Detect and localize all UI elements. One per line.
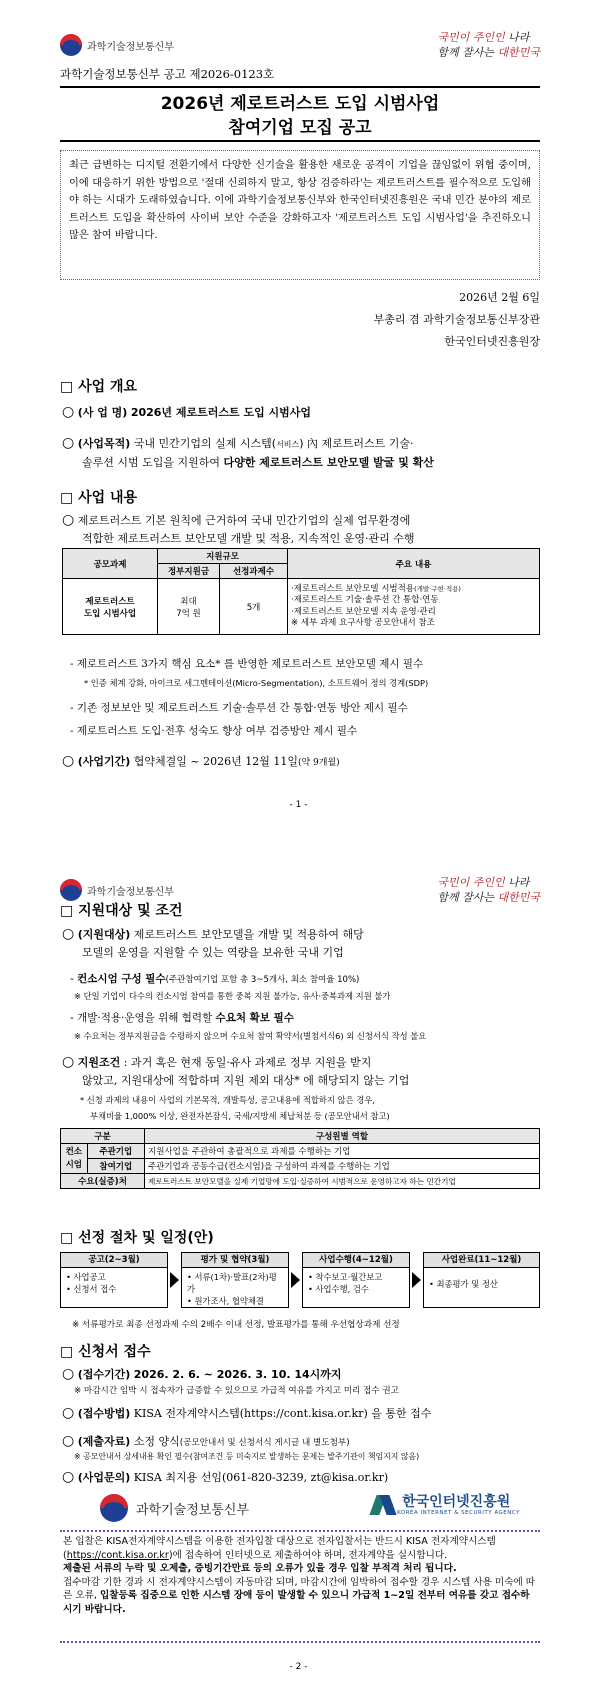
kisa-logo: 한국인터넷진흥원 KOREA INTERNET & SECURITY AGENCY bbox=[371, 1492, 520, 1518]
kisa-mark-icon bbox=[371, 1492, 397, 1518]
cell-lead: 주관기업 bbox=[87, 1144, 144, 1159]
page-gap bbox=[0, 820, 597, 845]
organization-logos bbox=[100, 1490, 520, 1524]
bidding-paragraph: 본 입찰은 KISA전자계약시스템을 이용한 전자입찰 대상으로 전자입찰서는 반드시 KISA 전자계약시스템(https://cont.kisa.or.kr)에 접속하여 인터넷으로 제출하여야 하며, 전자계약을 실시합니다. bbox=[63, 1536, 496, 1561]
core-elements-note: * 인증 체계 강화, 마이크로 세그멘테이션(Micro-Segmentation), 소프트웨어 정의 경계(SDP) bbox=[84, 678, 429, 688]
deadline-warning: 접수마감 기한 경과 시 전자계약시스템이 자동마감 되며, 마감시간에 임박하여 접수할 경우 시스템 사용 미숙에 따른 오류, 입찰등록 집중으로 인한 시스템 장애 등이 발생할 수 있으니 가급적 1~2일 전부터 여유를 갖고 접수하시기 바랍니다. bbox=[63, 1576, 536, 1615]
business-purpose: ○ (사업목적) 국내 민간기업의 실제 시스템(서비스) 內 제로트러스트 기술· 솔루션 시범 도입을 지원하여 다양한 제로트러스트 보안모델 발굴 및 확산 bbox=[62, 435, 434, 469]
support-target: ○ (지원대상) 제로트러스트 보안모델을 개발 및 적용하여 해당 모델의 운영을 지원할 수 있는 역량을 보유한 국내 기업 bbox=[62, 926, 364, 959]
support-condition: ○ 지원조건 : 과거 혹은 현재 동일·유사 과제로 정부 지원을 받지 않았고, 지원대상에 적합하며 지원 제외 대상* 에 해당되지 않는 기업 bbox=[62, 1054, 410, 1087]
signature-block bbox=[374, 287, 540, 353]
cell-task: 제로트러스트 도입 시범사업 bbox=[63, 579, 158, 635]
intro-paragraph: 최근 급변하는 디지털 전환기에서 다양한 신기술을 활용한 새로운 공격이 기업을 끊임없이 위협 중이며, 이에 대응하기 위한 방법으로 '절대 신뢰하지 말고, 항상 검증하라'는 제로트러스트를 필수적으로 도입해야 하는 시대가 도래하였습니다. 이에 과학기술정보통신부와 한국인터넷진흥원은 국내 민간 분야의 제로트러스트 도입을 확산하여 사이버 보안 수준을 강화하고자 '제로트러스트 도입 시범사업'을 추진하오니 많은 참여 바랍니다. bbox=[60, 150, 540, 280]
ministry-name: 과학기술정보통신부 bbox=[87, 41, 174, 53]
page-1 bbox=[0, 0, 597, 820]
cell-consortium: 컨소 시엄 bbox=[61, 1144, 88, 1174]
step-evaluation: 평가 및 협약(3월) • 서류(1차)·발표(2차)평가 • 원가조사, 협약체결 bbox=[181, 1252, 289, 1308]
signer-ministry: 부총리 겸 과학기술정보통신부장관 bbox=[373, 313, 540, 326]
section-content-title: □ 사업 내용 bbox=[60, 490, 138, 506]
cell-content: ·제로트러스트 보안모델 시범적용(개발·구현·적용) ·제로트러스트 기술·솔루션 간 통합·연동 ·제로트러스트 보안모델 지속 운영·관리 ※ 세부 과제 요구사항 공모안내서 참조 bbox=[288, 579, 540, 635]
requirement-core-elements: - 제로트러스트 3가지 핵심 요소* 를 반영한 제로트러스트 보안모델 제시 필수 bbox=[70, 658, 424, 670]
contract-system-link[interactable]: https://cont.kisa.or.kr bbox=[66, 1549, 169, 1561]
government-slogan-2: 국민이 주인인 나라 함께 잘사는 대한민국 bbox=[437, 876, 540, 904]
section-application-title: □ 신청서 접수 bbox=[60, 1344, 151, 1360]
demand-note: ※ 수요처는 정부지원금을 수령하지 않으며 수요처 참여 확약서(별첨서식6) 외 신청서식 작성 불요 bbox=[74, 1031, 427, 1041]
notice-number: 과학기술정보통신부 공고 제2026-0123호 bbox=[60, 67, 275, 81]
requirement-integration: - 기존 정보보안 및 제로트러스트 기술·솔루션 간 통합·연동 방안 제시 필수 bbox=[70, 702, 408, 714]
application-period-note: ※ 마감시간 임박 시 접속자가 급증할 수 있으므로 가급적 여유를 가지고 미리 접수 권고 bbox=[74, 1386, 399, 1396]
arrow-right-icon bbox=[170, 1272, 179, 1288]
cell-demand-role: 제로트러스트 보안모델을 실제 기업망에 도입·실증하여 시범적으로 운영하고자 하는 민간기업 bbox=[145, 1174, 540, 1189]
title-line-1: 2026년 제로트러스트 도입 시범사업 bbox=[160, 94, 440, 114]
step-announce: 공고(2~3월) • 사업공고 • 신청서 접수 bbox=[60, 1252, 168, 1308]
step-execution: 사업수행(4~12월) • 착수보고·월간보고 • 사업수행, 검수 bbox=[302, 1252, 410, 1308]
arrow-right-icon bbox=[412, 1272, 421, 1288]
arrow-right-icon bbox=[291, 1272, 300, 1288]
step-completion: 사업완료(11~12월) • 최종평가 및 정산 bbox=[423, 1252, 540, 1308]
cell-gov: 최대 7억 원 bbox=[158, 579, 220, 635]
page-header bbox=[60, 30, 540, 70]
section-overview-title: □ 사업 개요 bbox=[60, 379, 138, 395]
taegeuk-icon bbox=[60, 879, 82, 901]
page-number-2: - 2 - bbox=[289, 1662, 308, 1672]
signer-kisa: 한국인터넷진흥원장 bbox=[444, 335, 540, 348]
cell-demand: 수요(실증)처 bbox=[61, 1174, 145, 1189]
th-content: 주요 내용 bbox=[288, 549, 540, 579]
member-role-table bbox=[60, 1128, 540, 1189]
ministry-logo bbox=[60, 34, 174, 56]
th-count: 선정과제수 bbox=[220, 564, 288, 579]
business-inquiry: ○ (사업문의) KISA 최지용 선임(061-820-3239, zt@kisa.or.kr) bbox=[62, 1469, 389, 1485]
business-name: ○ (사 업 명) 2026년 제로트러스트 도입 시범사업 bbox=[62, 404, 312, 420]
cell-part-role: 주관기업과 공동수급(컨소시엄)을 구성하여 과제를 수행하는 기업 bbox=[145, 1159, 540, 1174]
task-table bbox=[62, 548, 540, 635]
page-number-1: - 1 - bbox=[289, 800, 308, 810]
th-division: 구분 bbox=[61, 1129, 145, 1144]
consortium-requirement: - 컨소시엄 구성 필수(주관참여기업 포함 총 3~5개사, 최소 참여율 10%) bbox=[70, 973, 360, 985]
business-period: ○ (사업기간) 협약체결일 ~ 2026년 12월 11일(약 9개월) bbox=[62, 753, 340, 769]
th-scale: 지원규모 bbox=[158, 549, 288, 564]
requirement-maturity: - 제로트러스트 도입·전후 성숙도 향상 여부 검증방안 제시 필수 bbox=[70, 725, 358, 737]
cell-lead-role: 지원사업을 주관하여 총괄적으로 과제를 수행하는 기업 bbox=[145, 1144, 540, 1159]
th-role: 구성원별 역할 bbox=[145, 1129, 540, 1144]
ministry-name-2: 과학기술정보통신부 bbox=[87, 886, 174, 898]
cell-part: 참여기업 bbox=[87, 1159, 144, 1174]
th-gov: 정부지원금 bbox=[158, 564, 220, 579]
submission-note: ※ 공모안내서 상세내용 확인 필수(참여조건 등 미숙지로 발생하는 문제는 발주기관이 책임지지 않음) bbox=[74, 1452, 420, 1461]
taegeuk-icon bbox=[100, 1494, 128, 1522]
demand-requirement: - 개발·적용·운영을 위해 협력할 수요처 확보 필수 bbox=[70, 1012, 294, 1024]
exclusion-note-2: 부채비율 1,000% 이상, 완전자본잠식, 국세/지방세 체납처분 등 (공모안내서 참고) bbox=[90, 1111, 390, 1121]
cell-count: 5개 bbox=[220, 579, 288, 635]
application-period: ○ (접수기간) 2026. 2. 6. ~ 2026. 3. 10. 14시까지 bbox=[62, 1366, 342, 1382]
notice-date: 2026년 2월 6일 bbox=[459, 291, 540, 304]
ministry-logo-2 bbox=[60, 879, 174, 901]
application-method: ○ (접수방법) KISA 전자계약시스템(https://cont.kisa.or.kr) 을 통한 접수 bbox=[62, 1405, 432, 1421]
disqualification-warning: 제출된 서류의 누락 및 오제출, 증빙기간만료 등의 오류가 있을 경우 입찰 부적격 처리 됩니다. bbox=[63, 1563, 457, 1574]
ministry-logo-large: 과학기술정보통신부 bbox=[100, 1494, 249, 1522]
notice-title bbox=[60, 86, 540, 142]
content-paragraph: ○ 제로트러스트 기본 원칙에 근거하여 국내 민간기업의 실제 업무환경에 적합한 제로트러스트 보안모델 개발 및 적용, 지속적인 운영·관리 수행 bbox=[62, 512, 415, 545]
bidding-notice-box bbox=[60, 1530, 540, 1643]
section-schedule-title: □ 선정 절차 및 일정(안) bbox=[60, 1230, 214, 1246]
submission-documents: ○ (제출자료) 소정 양식(공모안내서 및 신청서식 게시글 내 별도첨부) bbox=[62, 1433, 350, 1449]
title-line-2: 참여기업 모집 공고 bbox=[228, 118, 372, 138]
th-task: 공모과제 bbox=[63, 549, 158, 579]
consortium-note: ※ 단일 기업이 다수의 컨소시엄 참여를 통한 중복 지원 불가능, 유사·중복과제 지원 불가 bbox=[74, 991, 391, 1001]
exclusion-note-1: * 신청 과제의 내용이 사업의 기본목적, 개발특성, 공고내용에 적합하지 않은 경우, bbox=[80, 1095, 375, 1105]
taegeuk-icon bbox=[60, 34, 82, 56]
schedule-note: ※ 서류평가로 최종 선정과제 수의 2배수 이내 선정, 발표평가를 통해 우선협상과제 선정 bbox=[72, 1320, 400, 1330]
government-slogan: 국민이 주인인 나라 함께 잘사는 대한민국 bbox=[437, 31, 540, 59]
section-eligibility-title: □ 지원대상 및 조건 bbox=[60, 903, 183, 919]
